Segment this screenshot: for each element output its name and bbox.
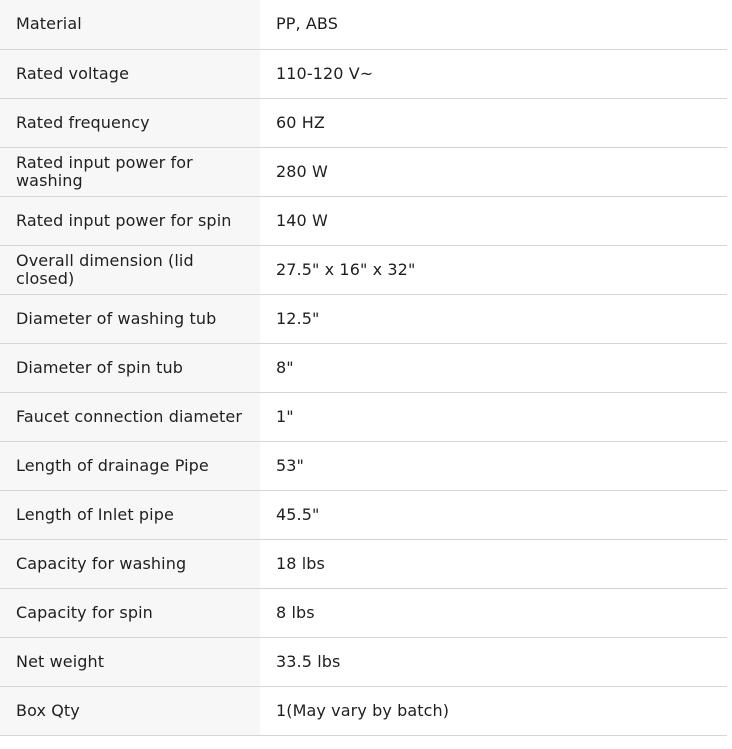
spec-label: Rated frequency <box>0 98 260 147</box>
spec-value: 33.5 lbs <box>260 637 727 686</box>
table-row <box>0 392 727 441</box>
spec-value: 8 lbs <box>260 588 727 637</box>
spec-value: 8" <box>260 343 727 392</box>
spec-label: Length of drainage Pipe <box>0 441 260 490</box>
table-row <box>0 588 727 637</box>
table-row <box>0 294 727 343</box>
table-row <box>0 245 727 294</box>
spec-value: 1" <box>260 392 727 441</box>
spec-value: PP, ABS <box>260 0 727 49</box>
spec-value: 110-120 V~ <box>260 49 727 98</box>
table-row <box>0 196 727 245</box>
spec-label: Faucet connection diameter <box>0 392 260 441</box>
spec-value: 1(May vary by batch) <box>260 686 727 735</box>
spec-value: 12.5" <box>260 294 727 343</box>
spec-label: Rated voltage <box>0 49 260 98</box>
spec-label: Rated input power for washing <box>0 147 260 196</box>
spec-value: 18 lbs <box>260 539 727 588</box>
table-row <box>0 686 727 735</box>
table-row <box>0 343 727 392</box>
spec-value: 53" <box>260 441 727 490</box>
table-row <box>0 0 727 49</box>
table-row <box>0 637 727 686</box>
spec-label: Capacity for spin <box>0 588 260 637</box>
spec-label: Overall dimension (lid closed) <box>0 245 260 294</box>
spec-label: Diameter of spin tub <box>0 343 260 392</box>
table-row <box>0 441 727 490</box>
spec-value: 60 HZ <box>260 98 727 147</box>
spec-label: Length of Inlet pipe <box>0 490 260 539</box>
spec-value: 45.5" <box>260 490 727 539</box>
table-row <box>0 49 727 98</box>
table-row <box>0 98 727 147</box>
table-row <box>0 490 727 539</box>
spec-value: 140 W <box>260 196 727 245</box>
spec-label: Box Qty <box>0 686 260 735</box>
spec-label: Rated input power for spin <box>0 196 260 245</box>
spec-label: Capacity for washing <box>0 539 260 588</box>
spec-label: Material <box>0 0 260 49</box>
spec-value: 27.5" x 16" x 32" <box>260 245 727 294</box>
table-row <box>0 539 727 588</box>
spec-label: Diameter of washing tub <box>0 294 260 343</box>
spec-label: Net weight <box>0 637 260 686</box>
table-row <box>0 147 727 196</box>
spec-value: 280 W <box>260 147 727 196</box>
